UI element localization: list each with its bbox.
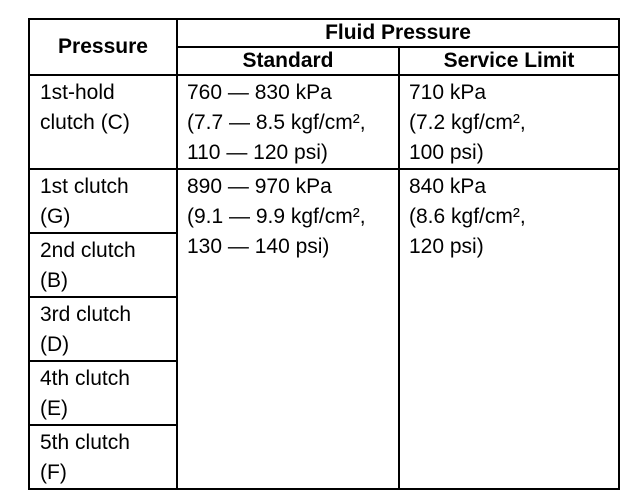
row-2nd-clutch: 2nd clutch (B)	[29, 233, 177, 297]
fluid-pressure-table	[28, 18, 620, 490]
header-pressure: Pressure	[29, 19, 177, 75]
service-limit-clutches-group: 840 kPa (8.6 kgf/cm², 120 psi)	[399, 169, 619, 489]
row-4th-clutch: 4th clutch (E)	[29, 361, 177, 425]
header-standard: Standard	[177, 47, 399, 75]
header-service-limit: Service Limit	[399, 47, 619, 75]
row-3rd-clutch: 3rd clutch (D)	[29, 297, 177, 361]
standard-clutches-group: 890 — 970 kPa (9.1 — 9.9 kgf/cm², 130 — 140 psi)	[177, 169, 399, 489]
service-limit-1st-hold-clutch: 710 kPa (7.2 kgf/cm², 100 psi)	[399, 75, 619, 169]
standard-1st-hold-clutch: 760 — 830 kPa (7.7 — 8.5 kgf/cm², 110 — 120 psi)	[177, 75, 399, 169]
row-5th-clutch: 5th clutch (F)	[29, 425, 177, 489]
row-1st-hold-clutch: 1st-hold clutch (C)	[29, 75, 177, 169]
header-fluid-pressure: Fluid Pressure	[177, 19, 619, 47]
row-1st-clutch: 1st clutch (G)	[29, 169, 177, 233]
